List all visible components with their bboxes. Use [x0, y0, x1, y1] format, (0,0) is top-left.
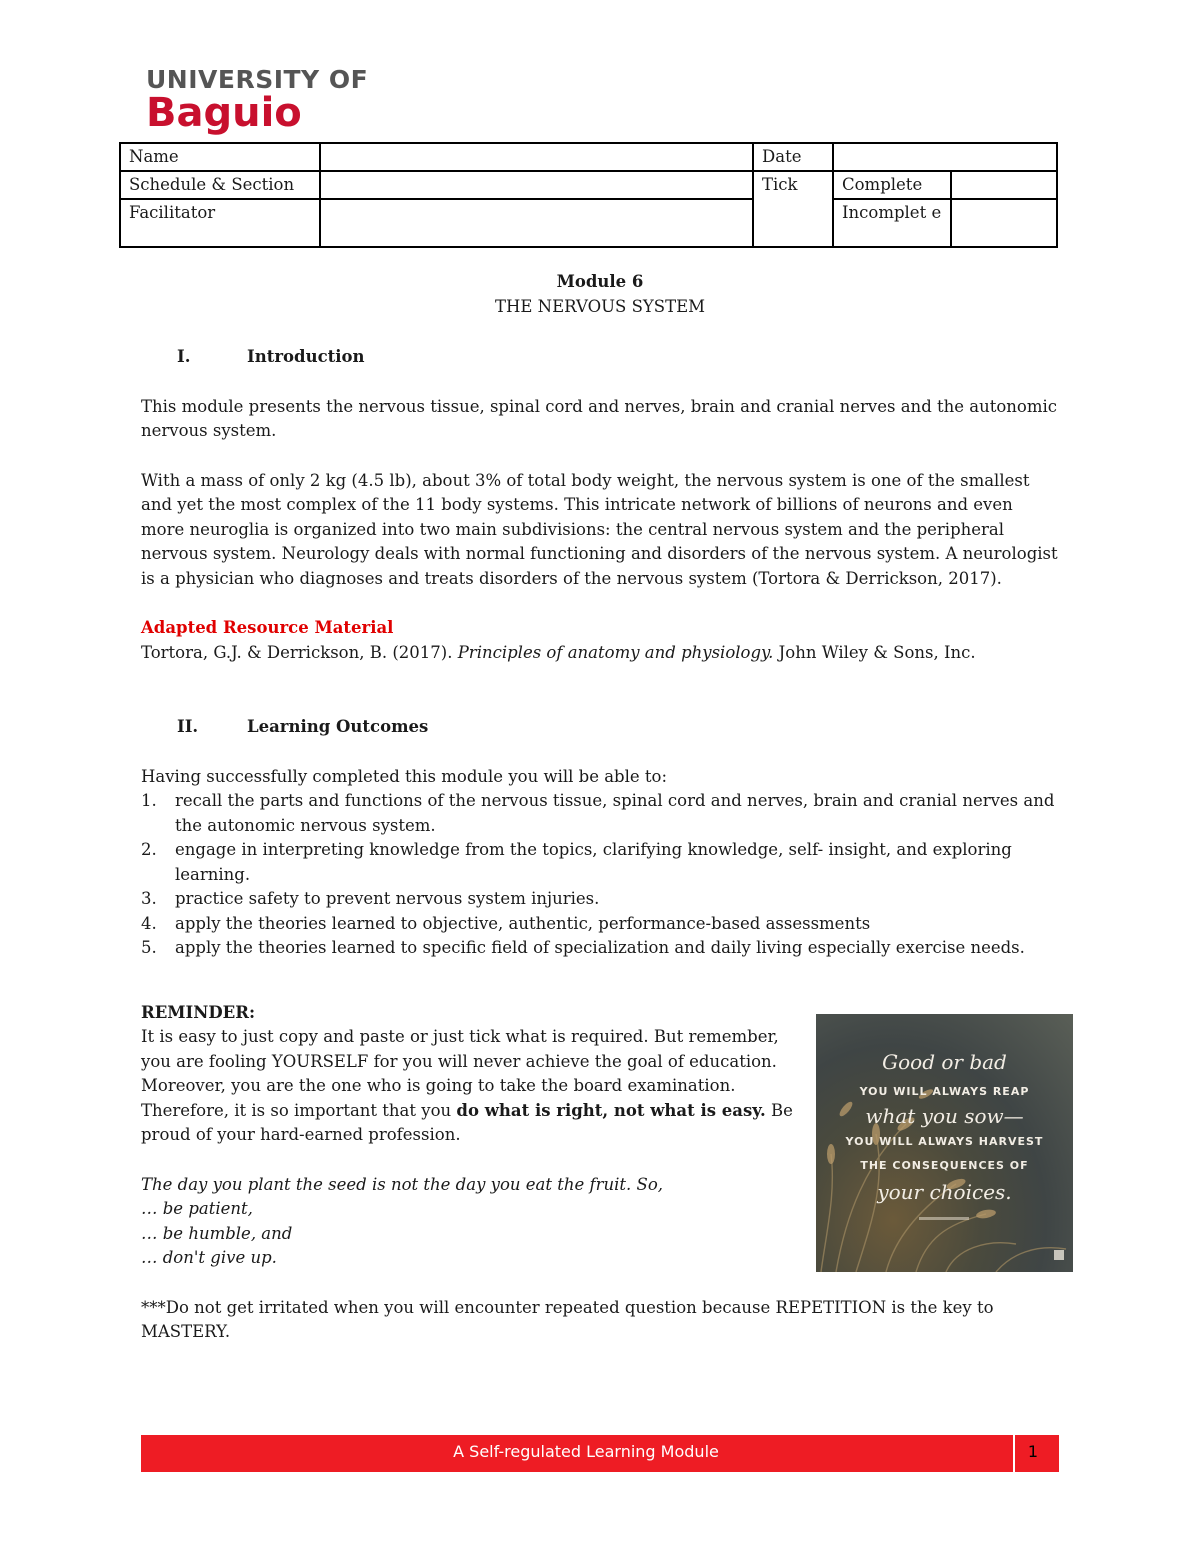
- date-label: Date: [753, 143, 833, 171]
- citation-authors: Tortora, G.J. & Derrickson, B. (2017).: [141, 642, 458, 662]
- facilitator-field[interactable]: [320, 199, 753, 247]
- resource-heading: Adapted Resource Material: [141, 618, 394, 637]
- list-item-number: 1.: [141, 791, 157, 810]
- university-logo: [146, 65, 369, 136]
- quote-line-5: THE CONSEQUENCES OF: [860, 1159, 1029, 1172]
- incomplete-tick-box[interactable]: [951, 199, 1057, 247]
- reminder-quote-line-2: … be patient,: [141, 1199, 253, 1218]
- list-item-text: apply the theories learned to objective, authentic, performance-based assessments: [175, 913, 871, 933]
- date-field[interactable]: [833, 143, 1057, 171]
- page-number: 1: [1027, 1442, 1039, 1461]
- resource-citation: [141, 641, 1059, 666]
- learning-outcomes-list: [141, 789, 1059, 961]
- list-item-number: 5.: [141, 938, 157, 957]
- name-field[interactable]: [320, 143, 753, 171]
- reminder-section: [141, 1001, 801, 1271]
- list-item: [141, 887, 1059, 912]
- quote-line-1: Good or bad: [882, 1050, 1007, 1074]
- citation-publisher: John Wiley & Sons, Inc.: [773, 642, 976, 662]
- reminder-body: [141, 1025, 801, 1148]
- repetition-note: ***Do not get irritated when you will encounter repeated question because REPETITION is the key to MASTERY.: [141, 1297, 994, 1341]
- list-item-number: 3.: [141, 889, 157, 908]
- schedule-section-label: Schedule & Section: [120, 171, 320, 199]
- list-item-text: recall the parts and functions of the nervous tissue, spinal cord and nerves, brain and cranial nerves and the autonomic nervous system.: [175, 791, 1055, 835]
- reminder-heading: REMINDER:: [141, 1002, 256, 1022]
- list-item: [141, 912, 1059, 937]
- quote-image: [816, 1014, 1073, 1272]
- reminder-quote-line-3: … be humble, and: [141, 1223, 293, 1243]
- complete-label: Complete: [833, 171, 951, 199]
- introduction-paragraph-1: This module presents the nervous tissue, spinal cord and nerves, brain and cranial nerves and the autonomic nervous system.: [141, 396, 1058, 440]
- list-item-text: practice safety to prevent nervous system injuries.: [175, 889, 600, 908]
- tick-label: Tick: [753, 171, 833, 247]
- introduction-numeral: I.: [177, 347, 191, 366]
- reminder-quote-line-4: … don't give up.: [141, 1248, 277, 1267]
- logo-line-2: Baguio: [146, 90, 302, 136]
- learning-outcomes-title: Learning Outcomes: [247, 717, 429, 736]
- reminder-body-emphasis: do what is right, not what is easy.: [456, 1100, 766, 1120]
- quote-line-2: YOU WILL ALWAYS REAP: [859, 1085, 1030, 1098]
- learning-outcomes-heading: [177, 715, 1059, 740]
- list-item-text: engage in interpreting knowledge from the topics, clarifying knowledge, self- insight, and exploring learning.: [175, 840, 1012, 884]
- introduction-paragraph-2: With a mass of only 2 kg (4.5 lb), about 3% of total body weight, the nervous system is one of the smallest and yet the most complex of the 11 body systems. This intricate network of billions of neurons and even more neuroglia is organized into two main subdivisions: the central nervous system and the peripheral nervous system. Neurology deals with normal functioning and disorders of the nervous system. A neurologist is a physician who diagnoses and treats disorders of the nervous system (Tortora & Derrickson, 2017).: [141, 470, 1058, 588]
- list-item: [141, 936, 1059, 961]
- quote-line-3: what you sow—: [865, 1104, 1024, 1128]
- quote-author-smudge: [919, 1217, 969, 1220]
- facilitator-label: Facilitator: [120, 199, 320, 247]
- reminder-quote-line-1: The day you plant the seed is not the day you eat the fruit. So,: [141, 1174, 664, 1194]
- list-item-number: 2.: [141, 840, 157, 859]
- introduction-heading: [177, 345, 1059, 370]
- module-title: THE NERVOUS SYSTEM: [494, 296, 706, 316]
- footer-label: A Self-regulated Learning Module: [453, 1442, 719, 1461]
- learning-outcomes-lead: Having successfully completed this module you will be able to:: [141, 766, 668, 786]
- name-label: Name: [120, 143, 320, 171]
- reminder-body-text: It is easy to just copy and paste or just tick what is required. But remember, you are fooling YOURSELF for you will never achieve the goal of education. Moreover, you are the one who is going to take the board examination. Therefore, it is so important that you: [141, 1027, 779, 1120]
- quote-line-6: your choices.: [877, 1180, 1012, 1204]
- logo-line-1: UNIVERSITY OF: [146, 65, 369, 94]
- quote-line-4: YOU WILL ALWAYS HARVEST: [845, 1135, 1044, 1148]
- citation-title: Principles of anatomy and physiology.: [457, 642, 774, 662]
- list-item-text: apply the theories learned to specific field of specialization and daily living especially exercise needs.: [175, 938, 1025, 957]
- incomplete-label: Incomplet e: [833, 199, 951, 247]
- student-info-table: [119, 142, 1058, 248]
- list-item: [141, 838, 1059, 887]
- list-item: [141, 789, 1059, 838]
- introduction-title: Introduction: [247, 347, 365, 366]
- learning-outcomes-numeral: II.: [177, 717, 199, 736]
- page-footer: [141, 1435, 1059, 1472]
- reminder-body-closing: Be proud of your hard-earned profession.: [141, 1100, 793, 1144]
- list-item-number: 4.: [141, 913, 157, 933]
- module-number: Module 6: [556, 272, 644, 291]
- complete-tick-box[interactable]: [951, 171, 1057, 199]
- schedule-section-field[interactable]: [320, 171, 753, 199]
